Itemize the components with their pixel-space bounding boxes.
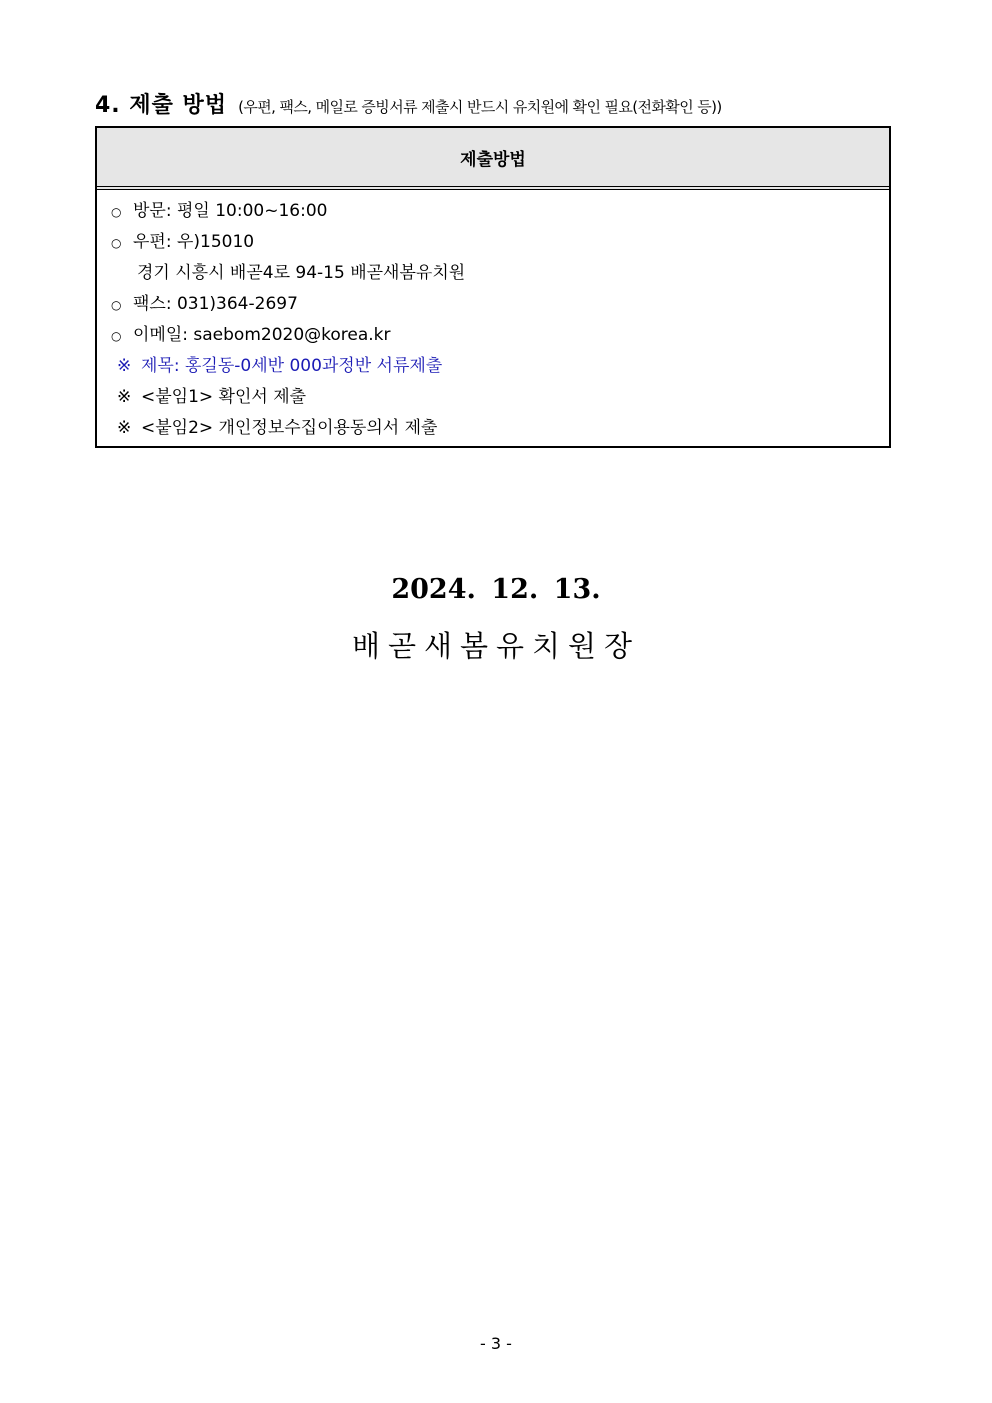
- list-item-text: 경기 시흥시 배곧4로 94-15 배곧새봄유치원: [137, 263, 466, 283]
- section-note: (우편, 팩스, 메일로 증빙서류 제출시 반드시 유치원에 확인 필요(전화확인 등)): [238, 98, 722, 116]
- reference-mark-icon: ※: [117, 356, 132, 376]
- section-heading: [95, 88, 915, 119]
- bullet-circle-icon: ○: [111, 205, 122, 219]
- note-attachment-1: [111, 382, 889, 413]
- table-header: 제출방법: [97, 128, 889, 190]
- list-item-mail: [111, 227, 889, 258]
- list-item-text: 방문: 평일 10:00~16:00: [133, 201, 328, 221]
- list-item-text: 팩스: 031)364-2697: [133, 294, 298, 314]
- note-text: 제목: 홍길동-0세반 000과정반 서류제출: [141, 356, 443, 376]
- page-number: - 3 -: [480, 1334, 512, 1353]
- table-body: [97, 190, 889, 444]
- document-date: 2024. 12. 13.: [391, 574, 601, 605]
- reference-mark-icon: ※: [117, 387, 132, 407]
- note-subject: [111, 351, 889, 382]
- bullet-circle-icon: ○: [111, 298, 122, 312]
- bullet-circle-icon: ○: [111, 329, 122, 343]
- list-item-text: 우편: 우)15010: [133, 232, 255, 252]
- list-item-visit: [111, 196, 889, 227]
- note-attachment-2: [111, 413, 889, 444]
- list-item-address: [111, 258, 889, 289]
- reference-mark-icon: ※: [117, 418, 132, 438]
- signer-name: 배곧새봄유치원장: [351, 629, 641, 663]
- submission-method-table: [95, 126, 891, 448]
- section-title: 4. 제출 방법: [95, 93, 227, 118]
- list-item-text: 이메일: saebom2020@korea.kr: [133, 325, 391, 345]
- list-item-fax: [111, 289, 889, 320]
- note-text: <붙임1> 확인서 제출: [141, 387, 307, 407]
- note-text: <붙임2> 개인정보수집이용동의서 제출: [141, 418, 438, 438]
- bullet-circle-icon: ○: [111, 236, 122, 250]
- list-item-email: [111, 320, 889, 351]
